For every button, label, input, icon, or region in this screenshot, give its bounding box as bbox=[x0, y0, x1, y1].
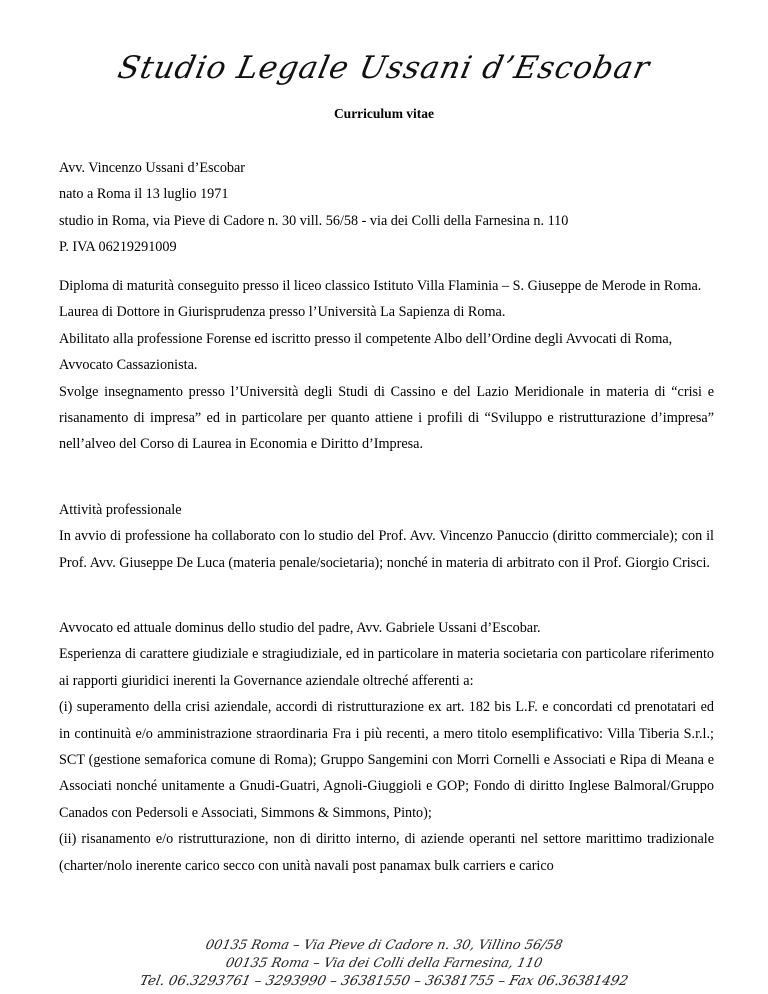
letterhead: Studio Legale Ussani d’Escobar bbox=[114, 50, 654, 86]
attivita-block bbox=[59, 497, 714, 576]
esperienza-paragraph: Esperienza di carattere giudiziale e stragiudiziale, ed in particolare in materia societaria con particolare riferimento ai rapporti giuridici inerenti la Governance aziendale oltreché afferenti a: bbox=[59, 646, 714, 689]
laurea-paragraph: Laurea di Dottore in Giurisprudenza presso l’Università La Sapienza di Roma. bbox=[59, 304, 506, 321]
footer-address-2: 00135 Roma – Via dei Colli della Farnesina, 110 bbox=[224, 956, 544, 971]
diploma-paragraph: Diploma di maturità conseguito presso il liceo classico Istituto Villa Flaminia – S. Giuseppe de Merode in Roma. bbox=[59, 278, 702, 294]
identity-block bbox=[59, 155, 714, 261]
item-ii-paragraph: (ii) risanamento e/o ristrutturazione, non di diritto interno, di aziende operanti nel settore marittimo tradizionale (charter/nolo inerente carico secco con unità navali post panamax bulk carriers e carico bbox=[59, 831, 714, 874]
footer-address-1: 00135 Roma – Via Pieve di Cadore n. 30, Villino 56/58 bbox=[204, 938, 564, 953]
footer-phone: Tel. 06.3293761 – 3293990 – 36381550 – 36381755 – Fax 06.36381492 bbox=[138, 973, 630, 989]
document-title: Curriculum vitae bbox=[333, 106, 435, 121]
education-block bbox=[59, 273, 714, 458]
attivita-heading: Attività professionale bbox=[59, 502, 182, 518]
insegnamento-paragraph: Svolge insegnamento presso l’Università degli Studi di Cassino e del Lazio Meridionale in materia di “crisi e risanamento di impresa” ed in particolare per quanto attiene i profili di “Sviluppo e ristrutturazione d’impresa” nell’alveo del Corso di Laurea in Economia e Diritto d’Impresa. bbox=[59, 383, 714, 453]
experience-block bbox=[59, 615, 714, 879]
office-address: studio in Roma, via Pieve di Cadore n. 30 vill. 56/58 - via dei Colli della Farnesina n. 110 bbox=[59, 212, 569, 229]
collaborazioni-paragraph: In avvio di professione ha collaborato con lo studio del Prof. Avv. Vincenzo Panuccio (diritto commerciale); con il Prof. Avv. Giuseppe De Luca (materia penale/societaria); nonché in materia di arbitrato con il Prof. Giorgio Crisci. bbox=[59, 528, 714, 571]
birth-info: nato a Roma il 13 luglio 1971 bbox=[59, 186, 229, 203]
abilitazione-paragraph: Abilitato alla professione Forense ed iscritto presso il competente Albo dell’Ordine degli Avvocati di Roma, Avvocato Cassazionista. bbox=[59, 330, 673, 374]
item-i-paragraph: (i) superamento della crisi aziendale, accordi di ristrutturazione ex art. 182 bis L.F. e concordati cd prenotatari ed in continuità e/o amministrazione straordinaria Fra i più recenti, a mero titolo esemplificativo: Villa Tiberia S.r.l.; SCT (gestione semaforica comune di Roma); Gruppo Sangemini con Morri Cornelli e Associati e Ripa di Meana e Associati nonché unitamente a Gnudi-Guatri, Agnoli-Giuggioli e GOP; Fondo di diritto Inglese Balmoral/Gruppo Canados con Pedersoli e Associati, Simmons & Simmons, Pinto); bbox=[59, 699, 714, 821]
vat-number: P. IVA 06219291009 bbox=[59, 239, 177, 256]
dominus-paragraph: Avvocato ed attuale dominus dello studio del padre, Avv. Gabriele Ussani d’Escobar. bbox=[59, 620, 541, 636]
lawyer-name: Avv. Vincenzo Ussani d’Escobar bbox=[59, 160, 246, 176]
